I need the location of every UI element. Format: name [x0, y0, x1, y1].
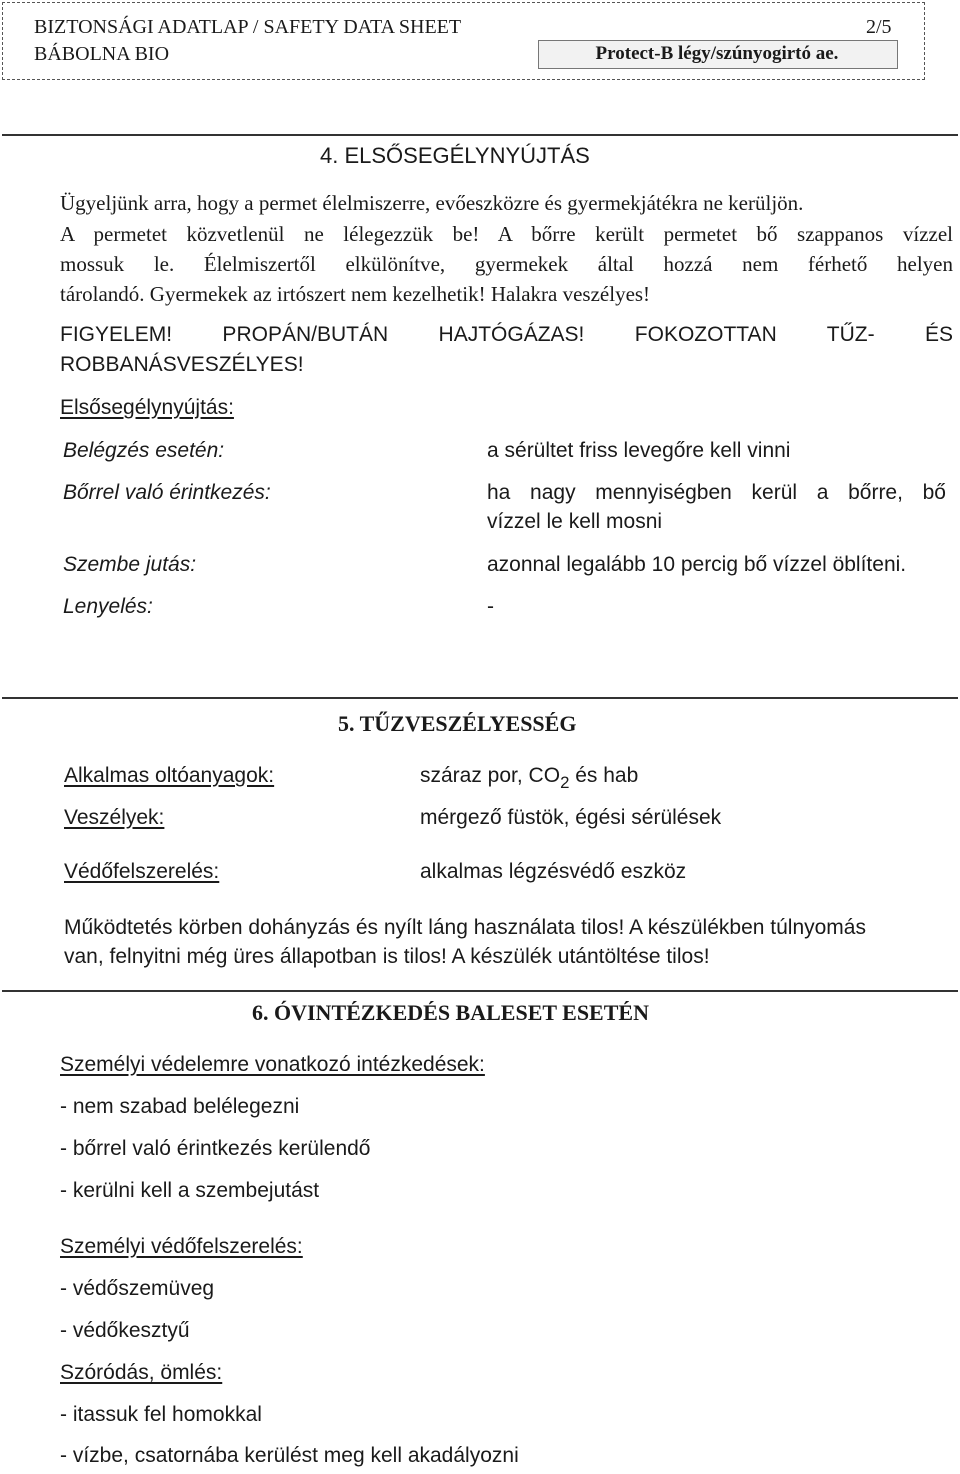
- section-4-title: 4. ELSŐSEGÉLYNYÚJTÁS: [320, 143, 590, 168]
- header-title: BIZTONSÁGI ADATLAP / SAFETY DATA SHEET: [34, 16, 462, 38]
- section-divider: [2, 697, 958, 699]
- section-divider: [2, 990, 958, 992]
- s4-paragraph-line-4: tárolandó. Gyermekek az irtószert nem kezelhetik! Halakra veszélyes!: [60, 282, 651, 306]
- s5-paragraph-line-1: Működtetés körben dohányzás és nyílt láng használata tilos! A készülékben túlnyomás: [64, 916, 866, 939]
- personal-measures-heading: Személyi védelemre vonatkozó intézkedések:: [60, 1053, 485, 1076]
- section-5-title: 5. TŰZVESZÉLYESSÉG: [338, 711, 577, 736]
- fire-protection-label: Védőfelszerelés:: [64, 860, 220, 883]
- first-aid-eye-label: Szembe jutás:: [63, 553, 197, 576]
- s4-paragraph-line-1: Ügyeljünk arra, hogy a permet élelmiszerre, evőeszközre és gyermekjátékra ne kerüljön.: [60, 191, 804, 215]
- first-aid-skin-label: Bőrrel való érintkezés:: [63, 481, 271, 504]
- first-aid-inhalation-value: a sérültet friss levegőre kell vinni: [487, 439, 791, 462]
- section-divider: [2, 134, 958, 136]
- fire-hazards-label: Veszélyek:: [64, 806, 165, 829]
- s4-paragraph-line-3: mossuk le. Élelmiszertől elkülönítve, gyermekek által hozzá nem férhető helyen: [60, 252, 953, 276]
- list-item: - kerülni kell a szembejutást: [60, 1179, 320, 1202]
- first-aid-skin-value-cont: vízzel le kell mosni: [487, 510, 663, 533]
- fire-protection-value: alkalmas légzésvédő eszköz: [420, 860, 687, 883]
- fire-extinguisher-text: száraz por, CO: [420, 764, 561, 787]
- s5-paragraph-line-2: van, felnyitni még üres állapotban is tilos! A készülék utántöltése tilos!: [64, 945, 710, 968]
- first-aid-skin-value: ha nagy mennyiségben kerül a bőrre, bő: [487, 481, 946, 504]
- warning-line-2: ROBBANÁSVESZÉLYES!: [60, 353, 304, 376]
- header-product: Protect-B légy/szúnyogirtó ae.: [595, 43, 839, 64]
- fire-extinguisher-value: [420, 764, 639, 792]
- first-aid-inhalation-label: Belégzés esetén:: [63, 439, 225, 462]
- s4-paragraph-line-2: A permetet közvetlenül ne lélegezzük be! A bőrre került permetet bő szappanos vízzel: [60, 222, 953, 246]
- list-item: - védőszemüveg: [60, 1277, 215, 1300]
- spill-heading: Szóródás, ömlés:: [60, 1361, 223, 1384]
- list-item: - védőkesztyű: [60, 1319, 190, 1342]
- list-item: - vízbe, csatornába kerülést meg kell akadályozni: [60, 1444, 519, 1467]
- first-aid-eye-value: azonnal legalább 10 percig bő vízzel öblíteni.: [487, 553, 907, 576]
- list-item: - nem szabad belélegezni: [60, 1095, 300, 1118]
- list-item: - bőrrel való érintkezés kerülendő: [60, 1137, 371, 1160]
- fire-hazards-value: mérgező füstök, égési sérülések: [420, 806, 722, 829]
- fire-extinguisher-tail: és hab: [569, 764, 639, 787]
- section-6-title: 6. ÓVINTÉZKEDÉS BALESET ESETÉN: [252, 1000, 649, 1025]
- personal-protection-heading: Személyi védőfelszerelés:: [60, 1235, 303, 1258]
- list-item: - itassuk fel homokkal: [60, 1403, 262, 1426]
- first-aid-ingestion-label: Lenyelés:: [63, 595, 153, 618]
- header-page: 2/5: [866, 16, 892, 38]
- warning-line-1: FIGYELEM! PROPÁN/BUTÁN HAJTÓGÁZAS! FOKOZOTTAN TŰZ- ÉS: [60, 323, 953, 346]
- first-aid-ingestion-value: -: [487, 595, 494, 618]
- co2-subscript: 2: [560, 772, 570, 792]
- first-aid-label: Elsősegélynyújtás:: [60, 396, 234, 419]
- header-company: BÁBOLNA BIO: [34, 43, 170, 65]
- fire-extinguisher-label: Alkalmas oltóanyagok:: [64, 764, 275, 787]
